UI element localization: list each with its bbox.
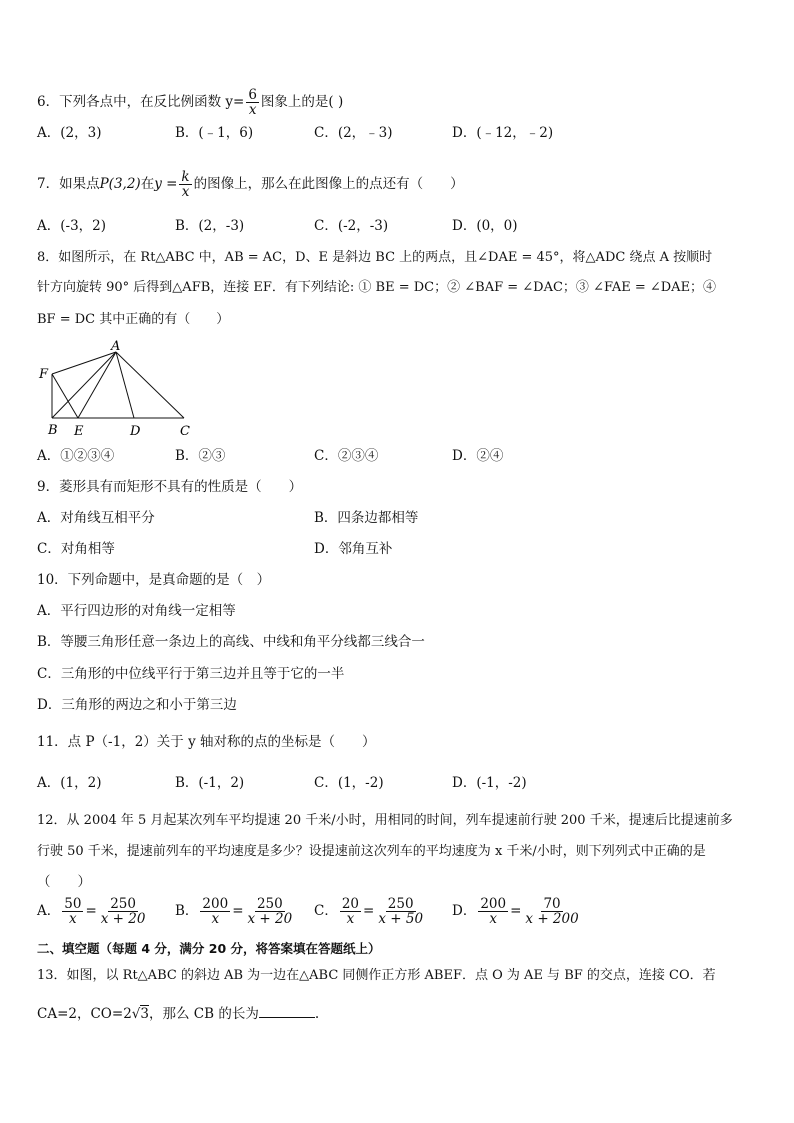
- q7-numerator: k: [181, 169, 190, 185]
- label-d: D: [130, 424, 141, 439]
- q12-option-d-label: D．: [452, 903, 477, 920]
- q12-option-a-label: A．: [37, 903, 61, 920]
- q12-a-right-fraction: [99, 897, 148, 926]
- q7-fraction: [179, 170, 191, 199]
- q12-option-c-label: C．: [314, 903, 338, 920]
- q12-option-b-label: B．: [175, 903, 199, 920]
- q12-d-right-den: x + 200: [525, 911, 579, 928]
- q12-c-left-den: x: [346, 911, 355, 928]
- label-f: F: [39, 367, 49, 382]
- q12-c-right-fraction: [376, 897, 425, 926]
- q9-stem: 9．菱形具有而矩形不具有的性质是（ ）: [37, 479, 303, 495]
- q7-stem-mid: 在: [140, 176, 155, 193]
- q6-option-a[interactable]: A．(2，3): [37, 125, 102, 141]
- edge-fe: [52, 374, 78, 418]
- q8-figure: [36, 338, 196, 440]
- q6-numerator: 6: [248, 87, 257, 103]
- q12-line-1: 12．从 2004 年 5 月起某次列车平均提速 20 千米/小时，用相同的时间，列车提速前行驶 200 千米，提速后比提速前多: [37, 813, 733, 828]
- q12-a-left-num: 50: [64, 896, 82, 912]
- q9-option-a[interactable]: A．对角线互相平分: [37, 510, 155, 526]
- q6-stem: [37, 88, 343, 117]
- q12-line-3: （ ）: [37, 874, 91, 890]
- q12-b-left-fraction: [200, 897, 230, 926]
- q12-b-left-den: x: [211, 911, 220, 928]
- q13-line-1: 13．如图，以 Rt△ABC 的斜边 AB 为一边在△ABC 同侧作正方形 ABEF．点 O 为 AE 与 BF 的交点，连接 CO．若: [37, 968, 716, 983]
- q7-option-a[interactable]: A．(-3，2): [37, 218, 107, 234]
- q7-option-b[interactable]: B．(2，-3): [175, 218, 245, 234]
- q12-d-left-fraction: [478, 897, 508, 926]
- q6-denominator: x: [248, 102, 257, 119]
- q12-a-right-den: x + 20: [100, 911, 146, 928]
- q9-option-b[interactable]: B．四条边都相等: [314, 510, 419, 526]
- q8-line-2: 针方向旋转 90° 后得到△AFB，连接 EF．有下列结论: ① BE = DC；② ∠BAF = ∠DAC；③ ∠FAE = ∠DAE；④: [37, 280, 717, 295]
- q8-option-d[interactable]: D．②④: [452, 448, 504, 464]
- q13-line-2: [37, 1003, 319, 1023]
- q6-option-c[interactable]: C．(2，﹣3): [314, 125, 393, 141]
- label-b: B: [48, 423, 58, 438]
- q12-d-right-fraction: [523, 897, 580, 926]
- q8-option-c[interactable]: C．②③④: [314, 448, 379, 464]
- q13-answer-blank[interactable]: [259, 1003, 315, 1018]
- q12-b-right-num: 250: [256, 896, 283, 912]
- sqrt-symbol: √: [131, 1006, 141, 1022]
- q10-stem: 10．下列命题中，是真命题的是（ ）: [37, 572, 271, 588]
- q7-option-c[interactable]: C．(-2，-3): [314, 218, 389, 234]
- q12-c-right-num: 250: [387, 896, 414, 912]
- q13-radicand: 3: [140, 1006, 149, 1022]
- q6-fraction: [246, 88, 259, 117]
- q8-option-b[interactable]: B．②③: [175, 448, 226, 464]
- q12-d-right-num: 70: [543, 896, 561, 912]
- q10-option-a[interactable]: A．平行四边形的对角线一定相等: [37, 603, 236, 619]
- q7-stem-post: 的图像上，那么在此图像上的点还有（ ）: [193, 176, 464, 193]
- edge-ad: [116, 352, 134, 418]
- q12-b-left-num: 200: [202, 896, 229, 912]
- q10-option-d[interactable]: D．三角形的两边之和小于第三边: [37, 697, 237, 713]
- q12-option-b[interactable]: B． $\frac{200}{x}$ = $\frac{250}{x + 20}$: [175, 896, 293, 928]
- q7-point: P(3,2): [99, 176, 141, 193]
- q11-option-d[interactable]: D．(-1，-2): [452, 775, 527, 791]
- q7-lhs: y =: [154, 176, 178, 193]
- q12-d-left-den: x: [489, 911, 498, 928]
- q11-stem: 11．点 P（-1，2）关于 y 轴对称的点的坐标是（ ）: [37, 734, 376, 750]
- q6-option-d[interactable]: D．(﹣12，﹣2): [452, 125, 554, 141]
- q12-option-d[interactable]: D． $\frac{200}{x}$ = $\frac{70}{x + 200}$: [452, 896, 579, 928]
- q12-option-c[interactable]: C． $\frac{20}{x}$ = $\frac{250}{x + 50}$: [314, 896, 424, 928]
- q12-option-a[interactable]: A． $\frac{50}{x}$ = $\frac{250}{x + 20}$: [37, 896, 146, 928]
- edge-fa: [52, 352, 116, 374]
- q8-line-3: BF = DC 其中正确的有（ ）: [37, 312, 230, 327]
- q11-option-c[interactable]: C．(1，-2): [314, 775, 384, 791]
- q7-stem: [37, 170, 464, 199]
- q7-stem-pre: 7．如果点: [37, 176, 100, 193]
- q12-a-left-fraction: [62, 897, 83, 926]
- q9-option-d[interactable]: D．邻角互补: [314, 541, 393, 557]
- q10-option-b[interactable]: B．等腰三角形任意一条边上的高线、中线和角平分线都三线合一: [37, 634, 425, 650]
- q12-d-left-num: 200: [480, 896, 507, 912]
- q6-stem-post: 图象上的是( ): [260, 94, 344, 111]
- label-c: C: [180, 424, 190, 439]
- q12-c-left-num: 20: [341, 896, 360, 912]
- q12-b-right-fraction: [246, 897, 295, 926]
- edge-ac: [116, 352, 184, 418]
- q12-a-left-den: x: [69, 911, 77, 928]
- q9-option-c[interactable]: C．对角相等: [37, 541, 115, 557]
- q13-line-2-post: ，那么 CB 的长为: [148, 1006, 259, 1022]
- label-e: E: [74, 424, 84, 439]
- q8-line-1: 8．如图所示，在 Rt△ABC 中，AB = AC，D、E 是斜边 BC 上的两点，且∠DAE = 45°，将△ADC 绕点 A 按顺时: [37, 250, 713, 265]
- q10-option-c[interactable]: C．三角形的中位线平行于第三边并且等于它的一半: [37, 666, 345, 682]
- section-2-title: 二、填空题（每题 4 分，满分 20 分，将答案填在答题纸上）: [37, 941, 381, 956]
- label-a: A: [111, 339, 121, 354]
- q6-option-b[interactable]: B．(﹣1，6): [175, 125, 254, 141]
- q12-b-right-den: x + 20: [247, 911, 293, 928]
- q12-line-2: 行驶 50 千米，提速前列车的平均速度是多少？设提速前这次列车的平均速度为 x 千米/小时，则下列列式中正确的是: [37, 844, 706, 859]
- q13-line-2-pre: CA=2，CO=2: [37, 1006, 132, 1022]
- q12-a-right-num: 250: [110, 896, 136, 912]
- q11-option-a[interactable]: A．(1，2): [37, 775, 102, 791]
- q7-denominator: x: [181, 184, 190, 201]
- q8-option-a[interactable]: A．①②③④: [37, 448, 115, 464]
- q13-line-2-end: .: [314, 1006, 320, 1022]
- q6-stem-pre: 6．下列各点中，在反比例函数 y=: [37, 94, 245, 111]
- q12-c-left-fraction: [340, 897, 361, 926]
- q12-c-right-den: x + 50: [378, 911, 424, 928]
- q7-option-d[interactable]: D．(0，0): [452, 218, 518, 234]
- q11-option-b[interactable]: B．(-1，2): [175, 775, 245, 791]
